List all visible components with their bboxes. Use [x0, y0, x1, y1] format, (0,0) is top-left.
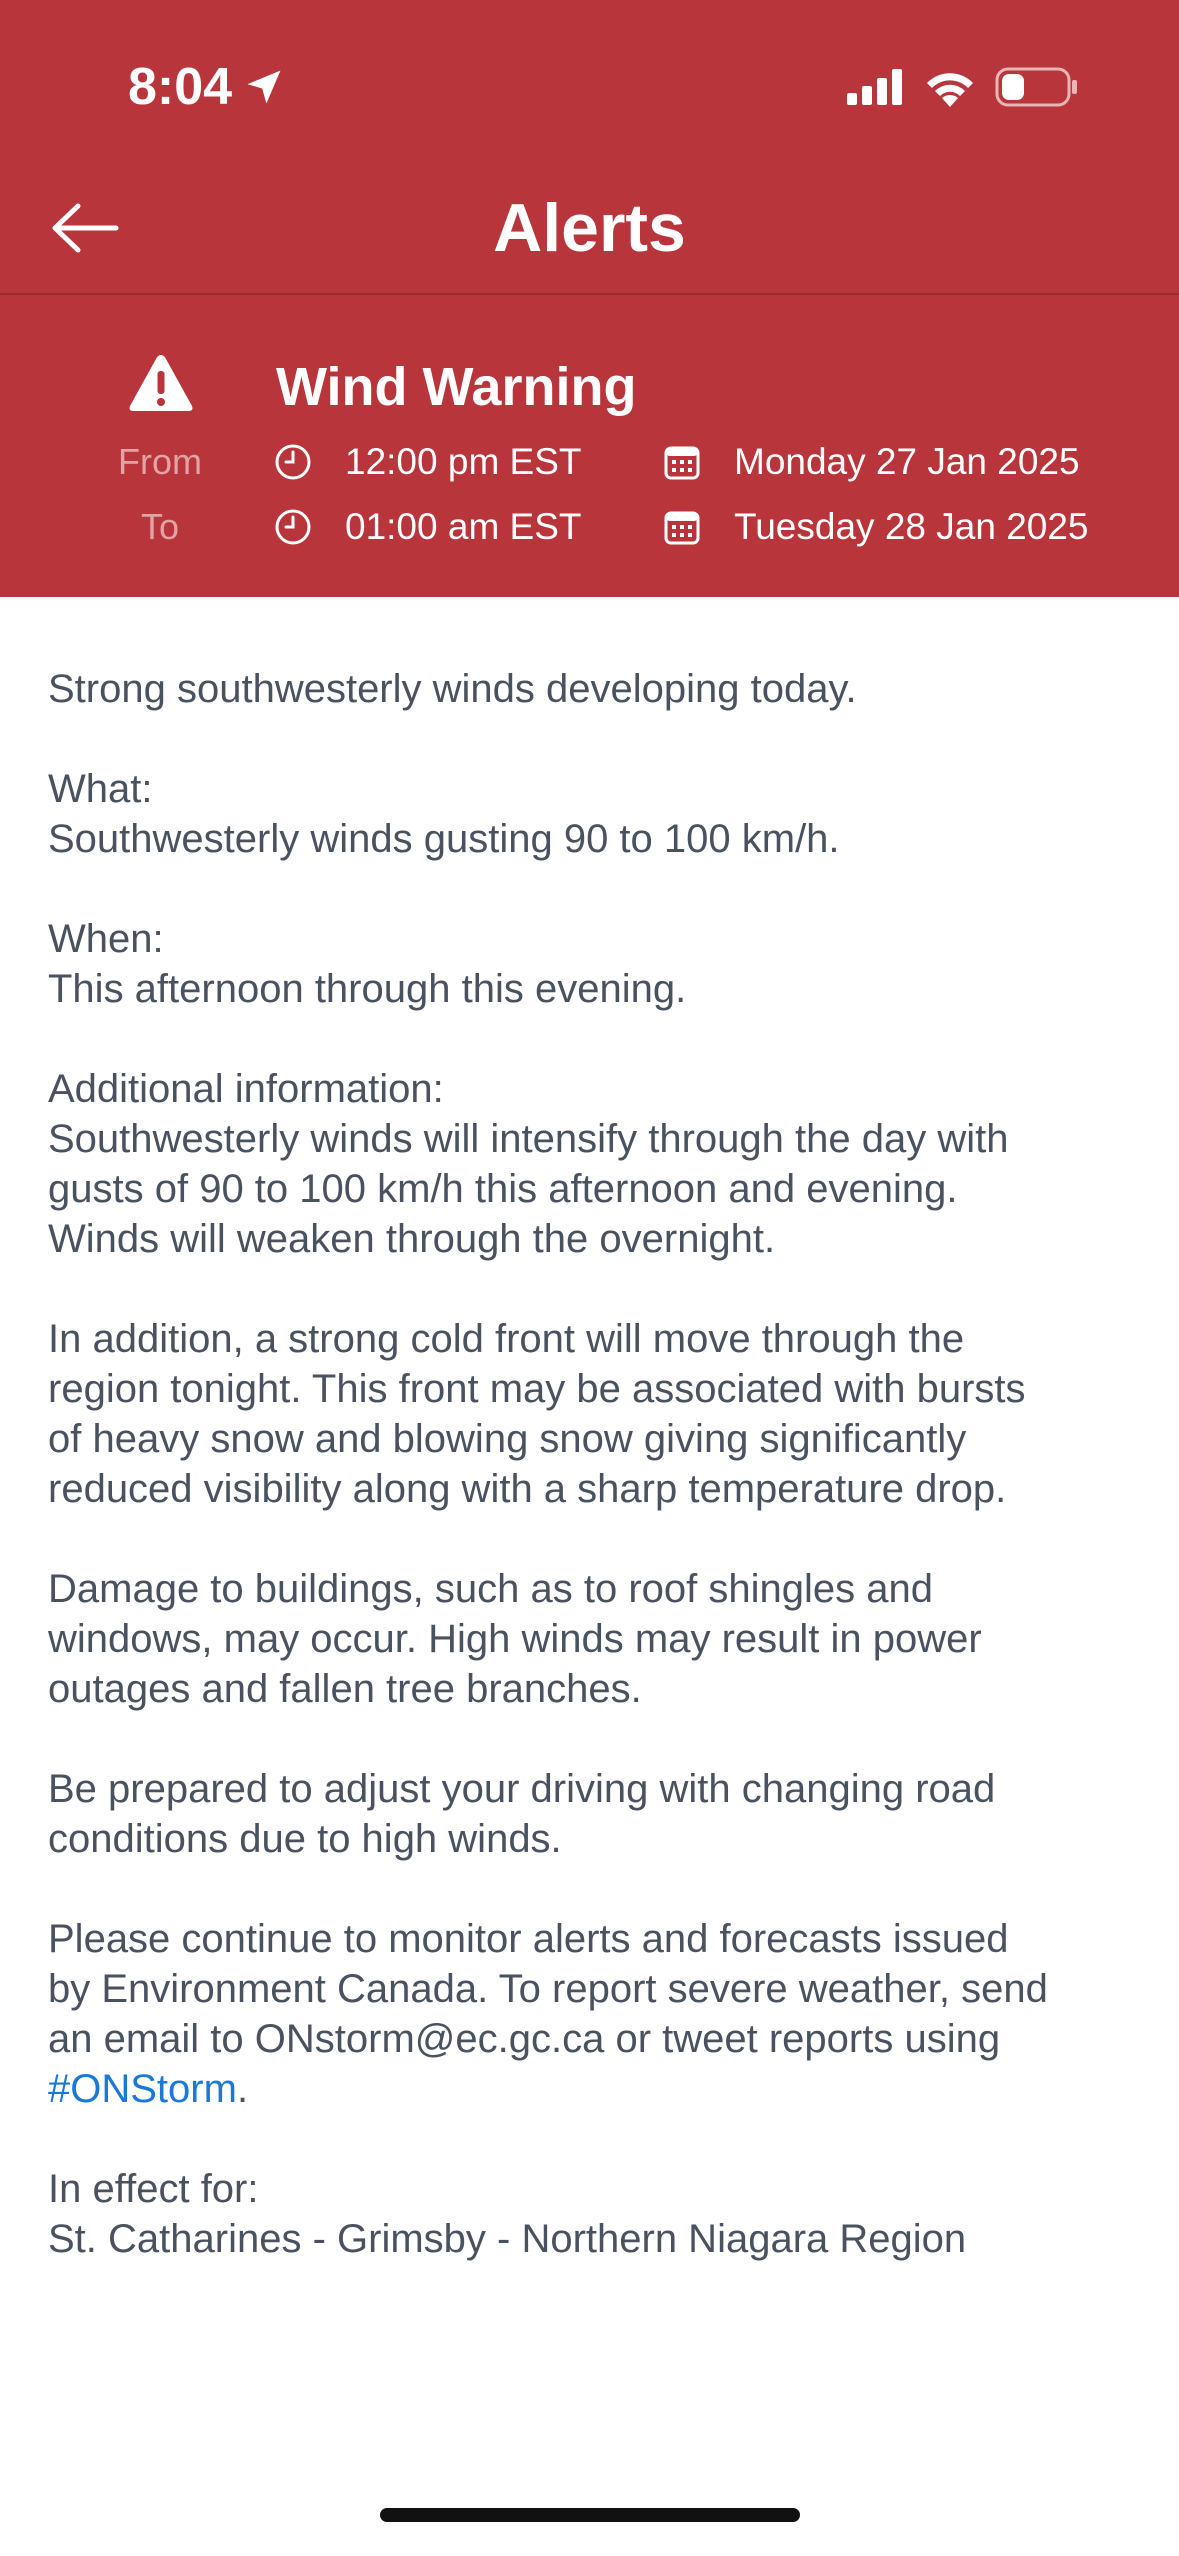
status-icons [847, 60, 1079, 114]
cold-front-section [48, 1314, 1138, 1514]
alert-title: Wind Warning [276, 357, 637, 417]
location-arrow-icon [242, 65, 286, 109]
when-text: This afternoon through this evening. [48, 967, 687, 1011]
calendar-icon [663, 508, 701, 546]
what-section [48, 764, 1138, 864]
cold-front-line: In addition, a strong cold front will move through the [48, 1317, 965, 1361]
intro-text: Strong southwesterly winds developing today. [48, 667, 857, 711]
clock-icon [274, 508, 312, 546]
wifi-icon [923, 67, 977, 107]
effect-label: In effect for: [48, 2167, 259, 2211]
cold-front-line: region tonight. This front may be associated with bursts [48, 1367, 1026, 1411]
monitor-line: an email to ONstorm@ec.gc.ca or tweet reports using [48, 2017, 1001, 2061]
monitor-section [48, 1914, 1138, 2114]
damage-section [48, 1564, 1138, 1714]
driving-section [48, 1764, 1138, 1864]
warning-triangle-icon [128, 352, 194, 414]
cold-front-line: of heavy snow and blowing snow giving significantly [48, 1417, 967, 1461]
driving-line: Be prepared to adjust your driving with changing road [48, 1767, 996, 1811]
alert-header [0, 0, 1179, 597]
additional-label: Additional information: [48, 1067, 444, 1111]
page-title: Alerts [493, 190, 686, 266]
status-time [128, 52, 286, 122]
onstorm-hashtag-link[interactable]: #ONStorm [48, 2067, 237, 2111]
from-label: From [118, 441, 202, 482]
damage-line: Damage to buildings, such as to roof shingles and [48, 1567, 933, 1611]
battery-icon [995, 67, 1079, 107]
from-date: Monday 27 Jan 2025 [734, 441, 1080, 482]
hashtag-line [48, 2064, 1138, 2114]
alert-intro [48, 664, 1138, 714]
additional-line: Winds will weaken through the overnight. [48, 1217, 776, 1261]
clock-icon [274, 443, 312, 481]
home-indicator[interactable] [380, 2508, 800, 2522]
header-divider [0, 293, 1179, 295]
status-time-text: 8:04 [128, 58, 233, 116]
damage-line: outages and fallen tree branches. [48, 1667, 642, 1711]
alert-body [48, 664, 1138, 2314]
when-label: When: [48, 917, 164, 961]
navigation-bar [0, 160, 1179, 292]
to-time: 01:00 am EST [345, 506, 582, 547]
from-time: 12:00 pm EST [345, 441, 582, 482]
cellular-signal-icon [847, 69, 905, 105]
cold-front-line: reduced visibility along with a sharp temperature drop. [48, 1467, 1007, 1511]
what-label: What: [48, 767, 153, 811]
what-text: Southwesterly winds gusting 90 to 100 km/h. [48, 817, 840, 861]
to-date: Tuesday 28 Jan 2025 [734, 506, 1089, 547]
additional-section [48, 1064, 1138, 1264]
effect-section [48, 2164, 1138, 2264]
hashtag-suffix: . [236, 2067, 249, 2111]
driving-line: conditions due to high winds. [48, 1817, 562, 1861]
damage-line: windows, may occur. High winds may result in power [48, 1617, 982, 1661]
additional-line: gusts of 90 to 100 km/h this afternoon and evening. [48, 1167, 958, 1211]
monitor-line: by Environment Canada. To report severe weather, send [48, 1967, 1048, 2011]
monitor-line: Please continue to monitor alerts and forecasts issued [48, 1917, 1009, 1961]
effect-region: St. Catharines - Grimsby - Northern Niagara Region [48, 2217, 967, 2261]
when-section [48, 914, 1138, 1014]
additional-line: Southwesterly winds will intensify through the day with [48, 1117, 1009, 1161]
calendar-icon [663, 443, 701, 481]
to-label: To [140, 506, 180, 547]
